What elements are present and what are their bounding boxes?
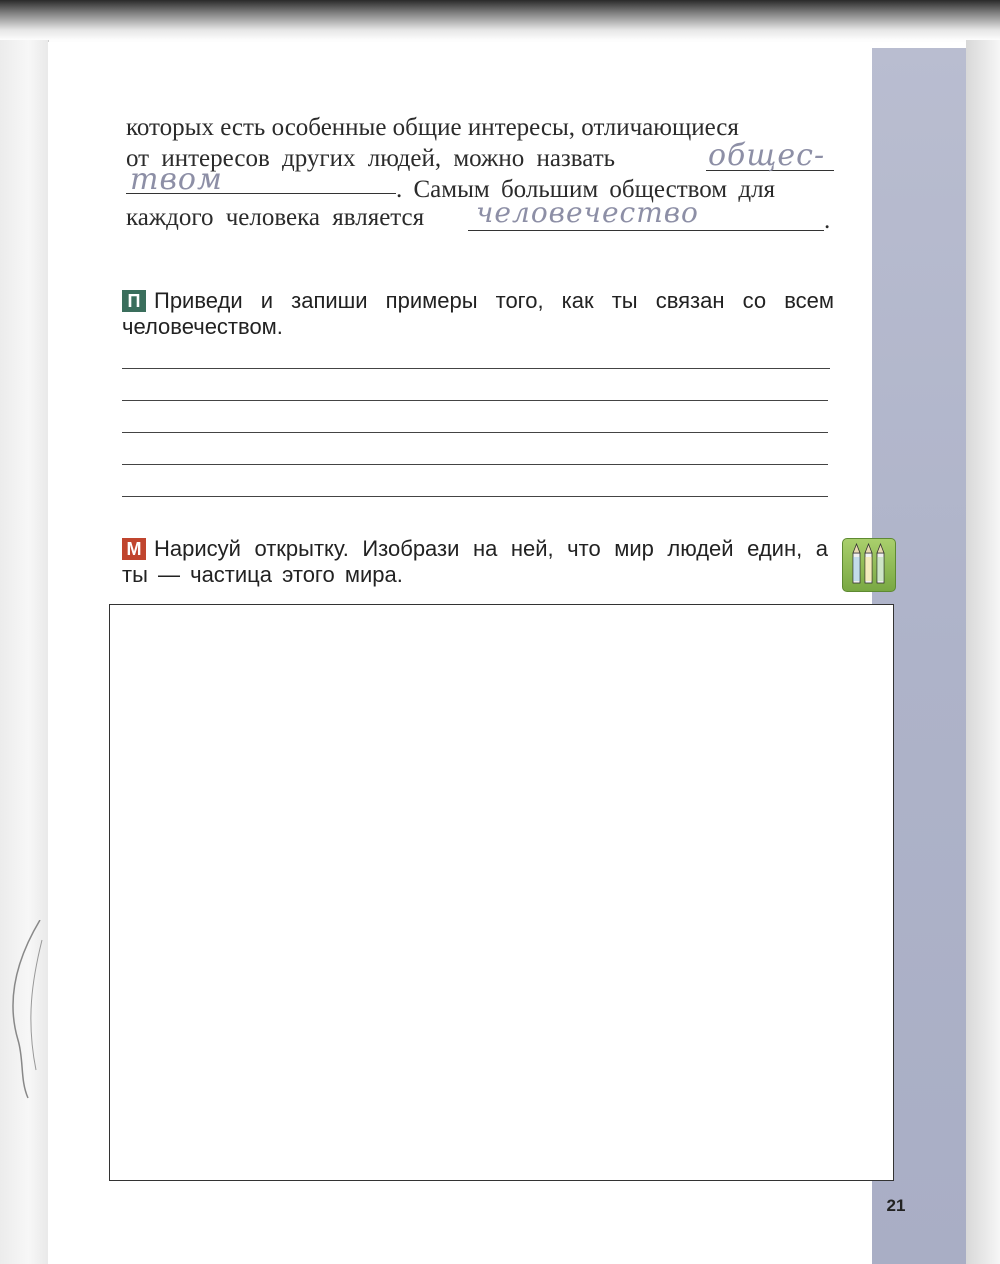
handwritten-answer-2: человечество: [476, 196, 699, 229]
handwritten-answer-1a: общес-: [708, 138, 826, 173]
answer-blank-2[interactable]: [468, 230, 824, 231]
writing-line-1[interactable]: [122, 368, 830, 369]
writing-line-5[interactable]: [122, 496, 828, 497]
writing-line-3[interactable]: [122, 432, 828, 433]
writing-line-2[interactable]: [122, 400, 828, 401]
paragraph-line-4-end: .: [824, 207, 831, 234]
spine-binding-curve: [6, 920, 46, 1100]
task-1-text: Приведи и запиши примеры того, как ты связан со всем человечеством.: [122, 288, 834, 339]
page-number: 21: [886, 1196, 906, 1215]
task-2-marker: М: [122, 538, 146, 560]
paragraph-line-3: . Самым большим обществом для: [396, 176, 776, 203]
book-spine-edge: [0, 40, 49, 1264]
paragraph-line-4: каждого человека является: [126, 204, 425, 231]
task-2-text: Нарисуй открытку. Изобрази на ней, что мир людей един, а ты — частица этого мира.: [122, 536, 828, 587]
postcard-drawing-area[interactable]: [109, 604, 894, 1181]
paragraph-line-1: которых есть особенные общие интересы, отличающиеся: [126, 114, 739, 141]
handwritten-answer-1b: твом: [130, 162, 223, 197]
task-1: [122, 288, 834, 340]
paragraph-line-2: от интересов других людей, можно назвать: [126, 145, 616, 172]
writing-line-4[interactable]: [122, 464, 828, 465]
scan-top-shadow: [0, 0, 1000, 40]
colored-pencils-icon: [842, 538, 896, 592]
task-1-marker: П: [122, 290, 146, 312]
scan-right-edge: [966, 40, 1000, 1264]
task-2: [122, 536, 828, 588]
